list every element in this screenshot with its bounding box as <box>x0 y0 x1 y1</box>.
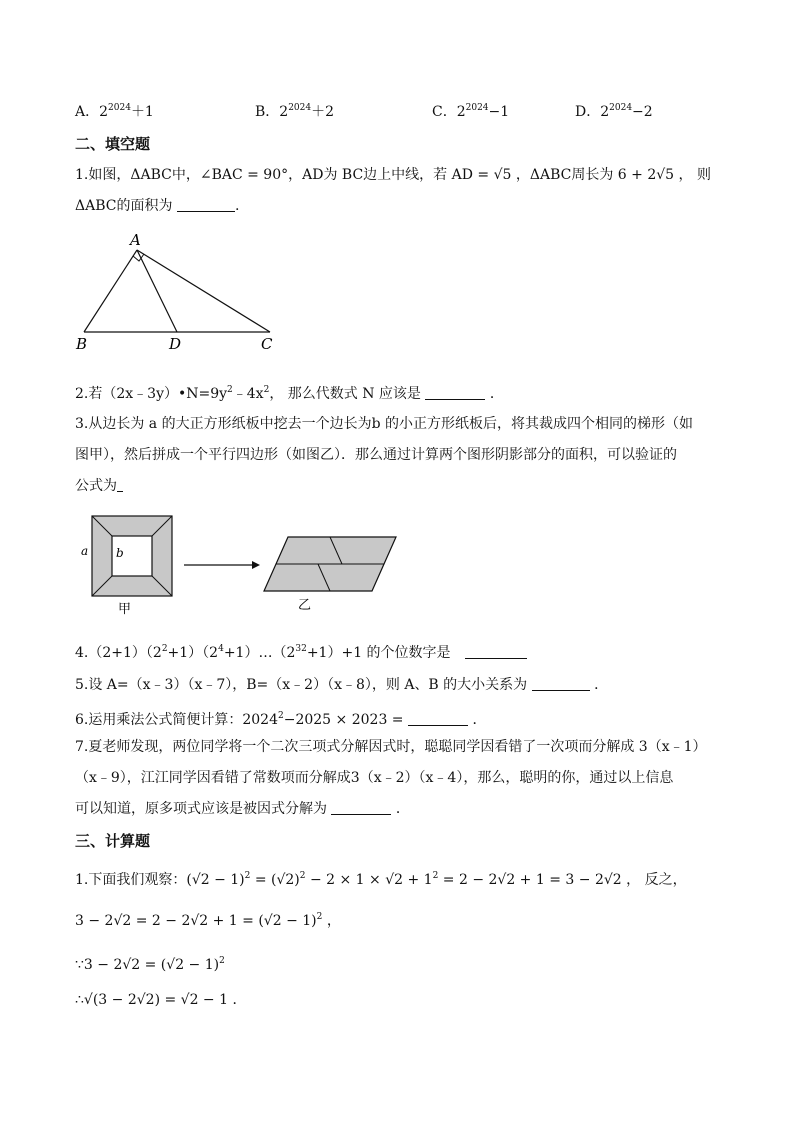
option-b: B．$2^{2024}+2$ <box>255 103 335 120</box>
section-heading-calc: 三、计算题 <box>75 832 151 850</box>
option-a: A．$2^{2024}+1$ <box>75 103 154 120</box>
parallelogram-figure <box>260 533 405 613</box>
label-d: D <box>169 335 182 353</box>
answer-blank <box>177 197 235 212</box>
label-jia: 甲 <box>118 602 132 617</box>
calc-q1-line1: 1.下面我们观察：$(√2 - 1)^2 = (√2)^2 - 2 \times 1 \times √2 + 1^2 = 2 - 2√2 + 1 = 3 - 2√2$ ， 反之， <box>75 871 687 888</box>
calc-q1-line4: ∴√(3 − 2√2) = √2 − 1 ． <box>75 992 247 1008</box>
triangle-figure <box>70 228 290 358</box>
square-figure <box>78 513 188 618</box>
section-heading-fill: 二、填空题 <box>75 135 151 153</box>
q6-line: 6.运用乘法公式简便计算：$2024^2-2025 \times 2023$ = ． <box>75 711 487 728</box>
q3-line3: 公式为 <box>75 476 123 496</box>
option-d: D．$2^{2024}-2$ <box>575 103 653 120</box>
q7-line1: 7.夏老师发现，两位同学将一个二次三项式分解因式时，聪聪同学因看错了一次项而分解成 3（x﹣1） <box>75 739 707 755</box>
label-yi: 乙 <box>298 598 312 613</box>
q4-line: $4.(2+1)(2^2+1)(2^4+1)\dots(2^{32}+1)+1$ 的个位数字是 <box>75 639 527 663</box>
arrow-icon <box>182 558 262 572</box>
label-side-b: b <box>116 546 124 560</box>
answer-blank <box>532 676 590 691</box>
answer-blank <box>117 477 123 492</box>
option-c: C．$2^{2024}-1$ <box>432 103 510 120</box>
q7-line2: （x﹣9），江江同学因看错了常数项而分解成3（x﹣2）（x﹣4），那么，聪明的你，通过以上信息 <box>75 770 674 786</box>
q1-line1: 1.如图，ΔABC中，∠BAC = 90°，AD为 BC边上中线，若 AD = √5 ，ΔABC周长为 6 + 2√5 ， 则 <box>75 167 711 183</box>
label-c: C <box>261 335 273 353</box>
answer-blank <box>465 644 527 659</box>
calc-q1-line2: $3 - 2√2 = 2 - 2√2 + 1 = (√2 - 1)^2$ ， <box>75 912 341 929</box>
label-side-a: a <box>81 544 89 558</box>
answer-blank <box>331 800 391 815</box>
q1-line2: ΔABC的面积为 . <box>75 198 240 214</box>
label-a: A <box>130 231 141 249</box>
label-b: B <box>76 335 88 353</box>
answer-blank <box>408 711 468 726</box>
answer-blank <box>425 385 485 400</box>
q2-line: 2.若$(2x﹣3y)•N=9y^2﹣4x^2$， 那么代数式 N 应该是 ． <box>75 385 504 402</box>
calc-q1-line3: ∵3 − $2√2 = (√2 - 1)^2$ <box>75 956 225 973</box>
q5-line: 5.设 A=（x﹣3）（x﹣7），B=（x﹣2）（x﹣8），则 A、B 的大小关系为 ． <box>75 677 609 693</box>
q7-line3: 可以知道，原多项式应该是被因式分解为 ． <box>75 801 410 817</box>
q3-line1: 3.从边长为 a 的大正方形纸板中挖去一个边长为b 的小正方形纸板后，将其裁成四个相同的梯形（如 <box>75 416 694 432</box>
q3-line2: 图甲），然后拼成一个平行四边形（如图乙）．那么通过计算两个图形阴影部分的面积，可以验证的 <box>75 447 677 463</box>
